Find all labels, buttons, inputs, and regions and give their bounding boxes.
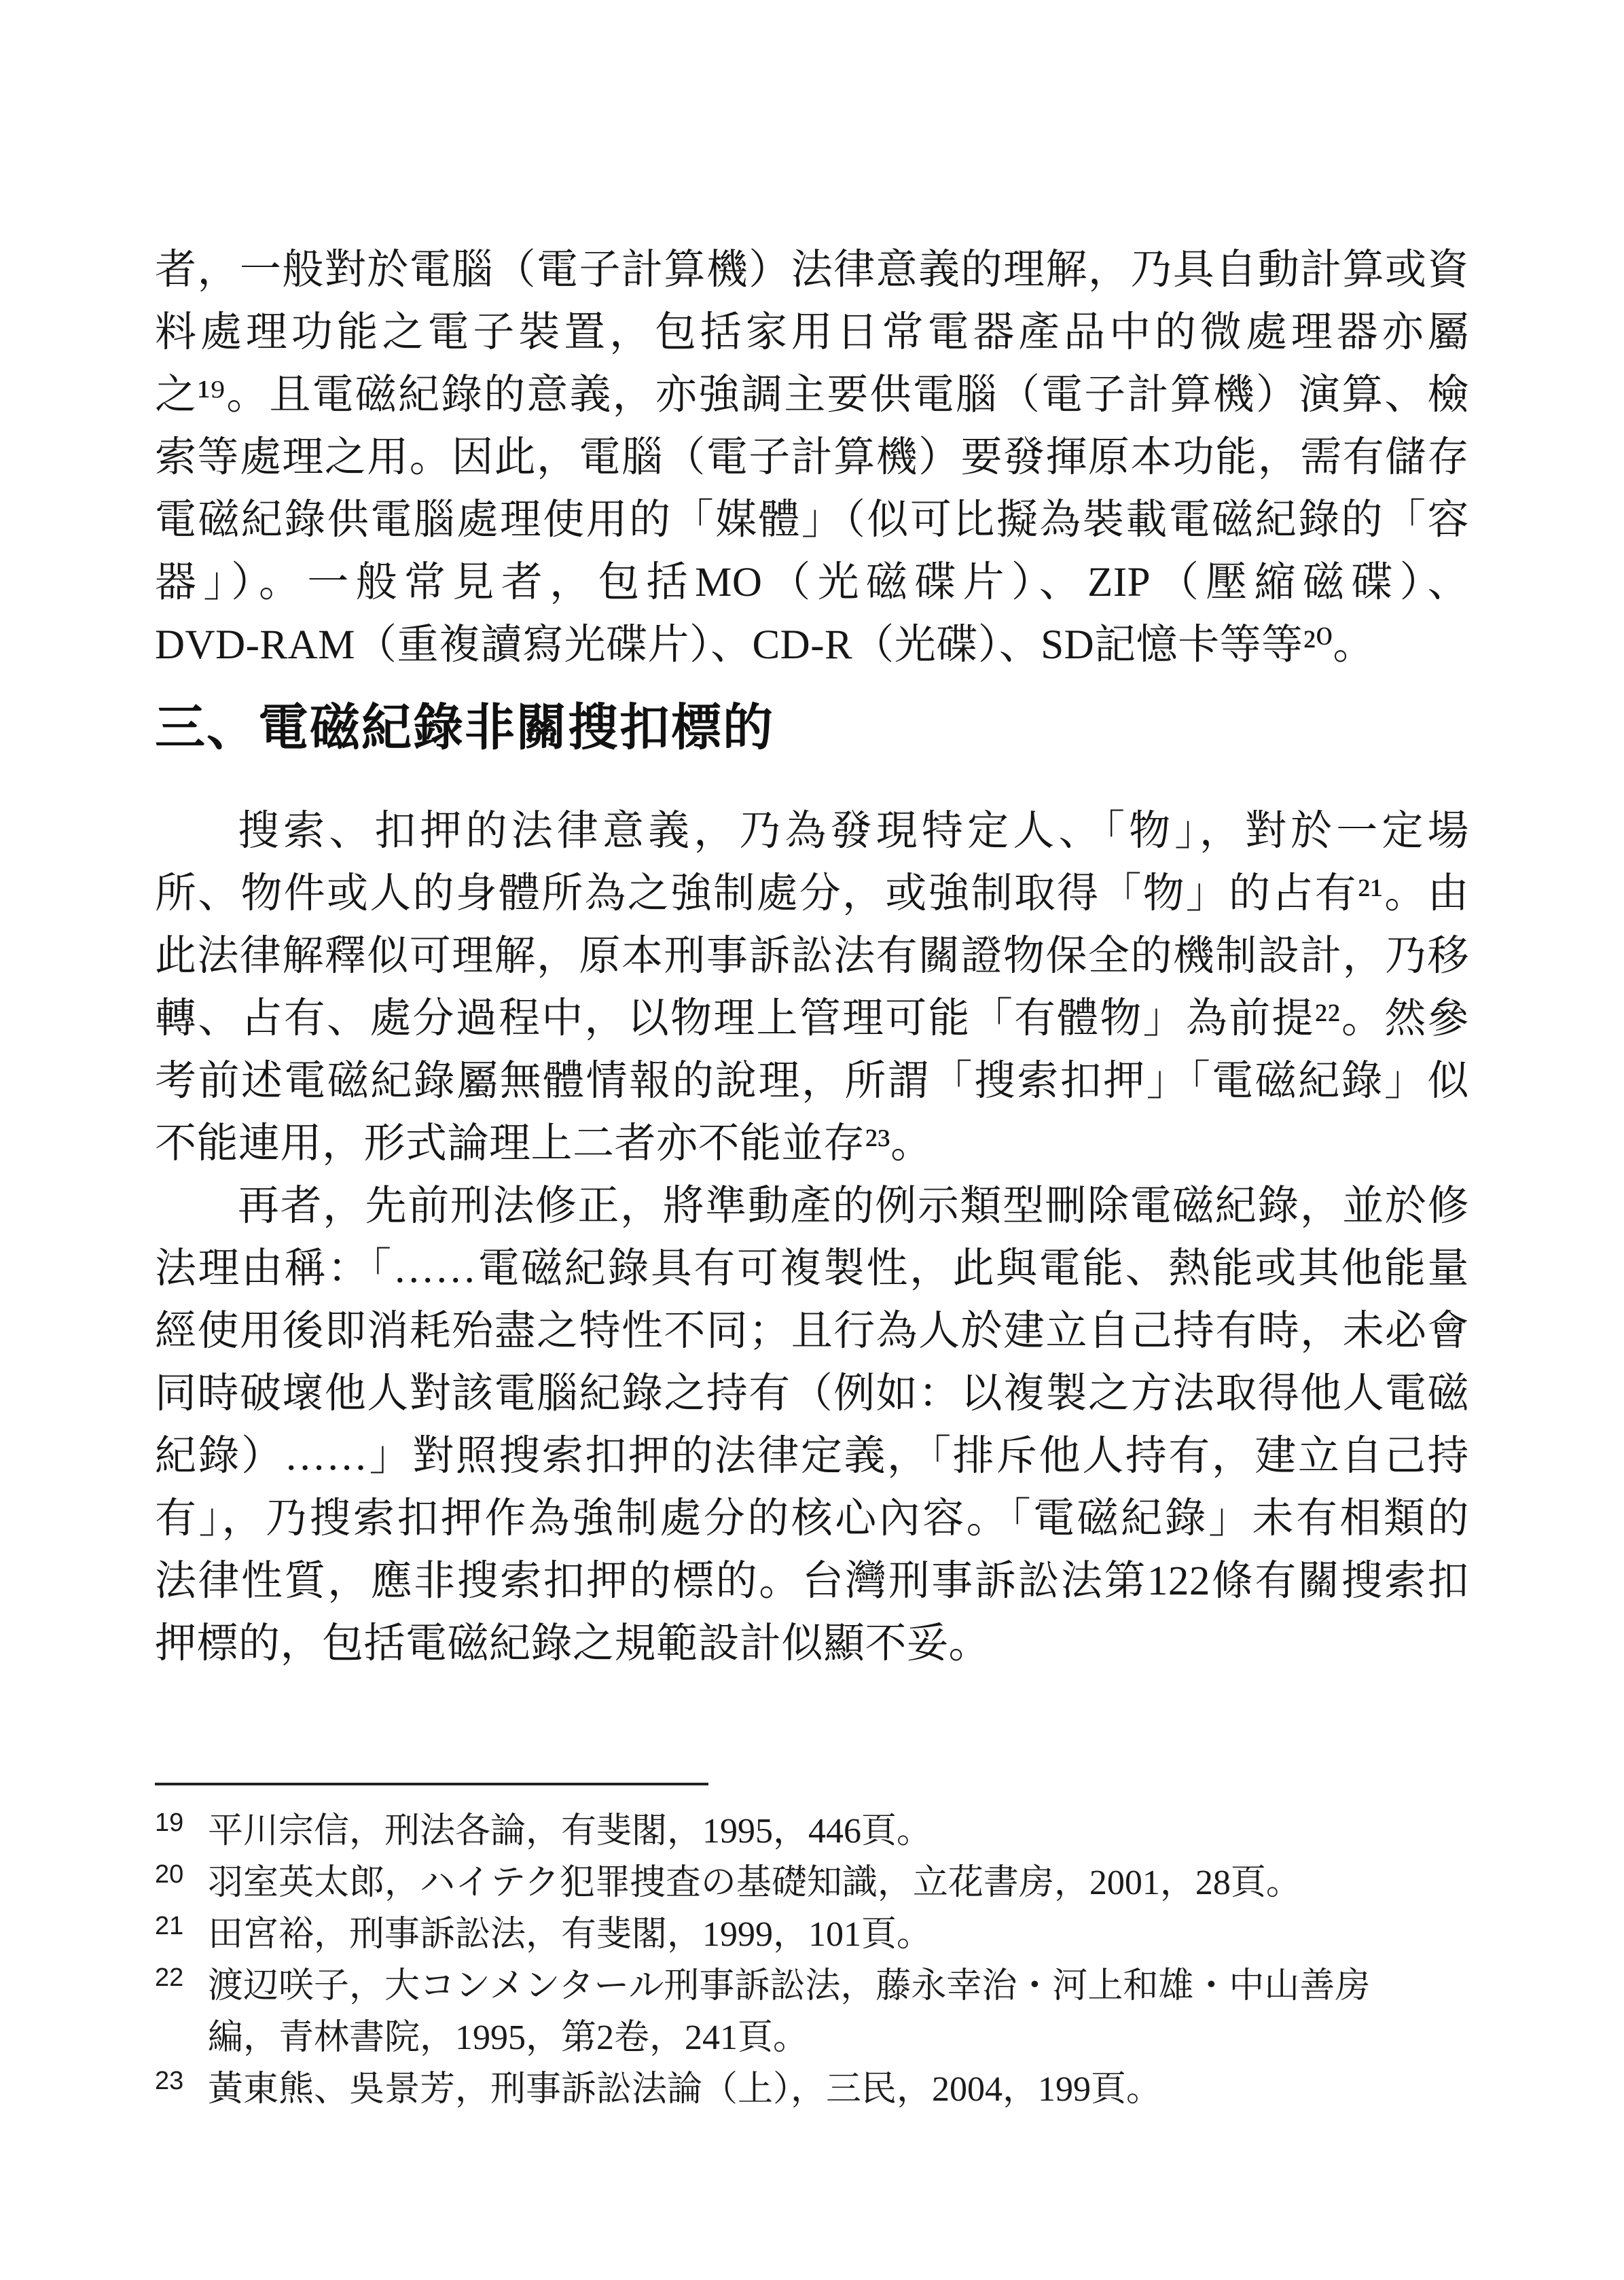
paragraph-1	[155, 239, 1469, 677]
body-text-line: 法理由稱：「……電磁紀錄具有可複製性，此與電能、熱能或其他能量	[155, 1246, 1469, 1292]
body-text-line: 搜索、扣押的法律意義，乃為發現特定人、「物」，對於一定場	[238, 808, 1469, 854]
body-text-line: 索等處理之用。因此，電腦（電子計算機）要發揮原本功能，需有儲存	[155, 435, 1469, 480]
footnote-text: 黃東熊、吳景芳，刑事訴訟法論（上），三民，2004，199頁。	[208, 2070, 1162, 2109]
body-text-line: 料處理功能之電子裝置，包括家用日常電器產品中的微處理器亦屬	[155, 310, 1469, 355]
page-content	[155, 0, 1469, 2116]
body-text-line: 紀錄）……」對照搜索扣押的法律定義，「排斥他人持有，建立自己持	[155, 1433, 1469, 1479]
body-text-line: 經使用後即消耗殆盡之特性不同；且行為人於建立自己持有時，未必會	[155, 1308, 1469, 1354]
body-text-line: 再者，先前刑法修正，將準動產的例示類型刪除電磁紀錄，並於修	[238, 1183, 1469, 1229]
body-text-line: 同時破壞他人對該電腦紀錄之持有（例如：以複製之方法取得他人電磁	[155, 1371, 1469, 1417]
body-text-line: 器」）。一般常見者，包括MO（光磁碟片）、ZIP（壓縮磁碟）、	[155, 560, 1469, 605]
footnote-number: 23	[155, 2067, 184, 2095]
footnote-text: 羽室英太郎，ハイテク犯罪捜査の基礎知識，立花書房，2001，28頁。	[208, 1864, 1301, 1902]
paragraph-3	[155, 1175, 1469, 1675]
footnote-number: 19	[155, 1809, 184, 1837]
body-text-line: 法律性質，應非搜索扣押的標的。台灣刑事訴訟法第122條有關搜索扣	[155, 1558, 1469, 1604]
footnote-item	[155, 1961, 1469, 2012]
footnote-separator	[155, 1783, 708, 1785]
footnote-text: 渡辺咲子，大コンメンタール刑事訴訟法，藤永幸治・河上和雄・中山善房	[208, 1967, 1371, 2006]
footnote-number: 22	[155, 1963, 184, 1992]
body-text-line: DVD-RAM（重複讀寫光碟片）、CD-R（光碟）、SD記憶卡等等²⁰。	[155, 622, 1375, 668]
footnote-item	[155, 2012, 1469, 2064]
body-text-line: 有」，乃搜索扣押作為強制處分的核心內容。「電磁紀錄」未有相類的	[155, 1496, 1469, 1542]
footnote-item	[155, 1857, 1469, 1909]
body-text-line: 此法律解釋似可理解，原本刑事訴訟法有關證物保全的機制設計，乃移	[155, 933, 1469, 979]
body-text-line: 所、物件或人的身體所為之強制處分，或強制取得「物」的占有²¹。由	[155, 871, 1469, 916]
footnote-item	[155, 1806, 1469, 1857]
footnote-number: 20	[155, 1860, 184, 1889]
footnote-item	[155, 2064, 1469, 2116]
footnote-item	[155, 1909, 1469, 1961]
footnote-number: 21	[155, 1912, 184, 1940]
footnote-text: 平川宗信，刑法各論，有斐閣，1995，446頁。	[208, 1812, 933, 1851]
footnotes	[155, 1806, 1469, 2116]
body-text-line: 者，一般對於電腦（電子計算機）法律意義的理解，乃具自動計算或資	[155, 247, 1469, 293]
body-text-line: 押標的，包括電磁紀錄之規範設計似顯不妥。	[155, 1621, 991, 1667]
footnote-text: 田宮裕，刑事訴訟法，有斐閣，1999，101頁。	[208, 1915, 933, 1954]
paragraph-2	[155, 800, 1469, 1175]
footnote-text: 編，青林書院，1995，第2卷，241頁。	[208, 2018, 809, 2057]
body-text-line: 電磁紀錄供電腦處理使用的「媒體」（似可比擬為裝載電磁紀錄的「容	[155, 497, 1469, 543]
section-heading: 三、電磁紀錄非關搜扣標的	[155, 700, 774, 756]
body-text-line: 考前述電磁紀錄屬無體情報的說理，所謂「搜索扣押」「電磁紀錄」似	[155, 1058, 1469, 1104]
body-text-line: 之¹⁹。且電磁紀錄的意義，亦強調主要供電腦（電子計算機）演算、檢	[155, 372, 1469, 418]
body-text-line: 不能連用，形式論理上二者亦不能並存²³。	[155, 1121, 933, 1166]
body-text-line: 轉、占有、處分過程中，以物理上管理可能「有體物」為前提²²。然參	[155, 996, 1469, 1041]
